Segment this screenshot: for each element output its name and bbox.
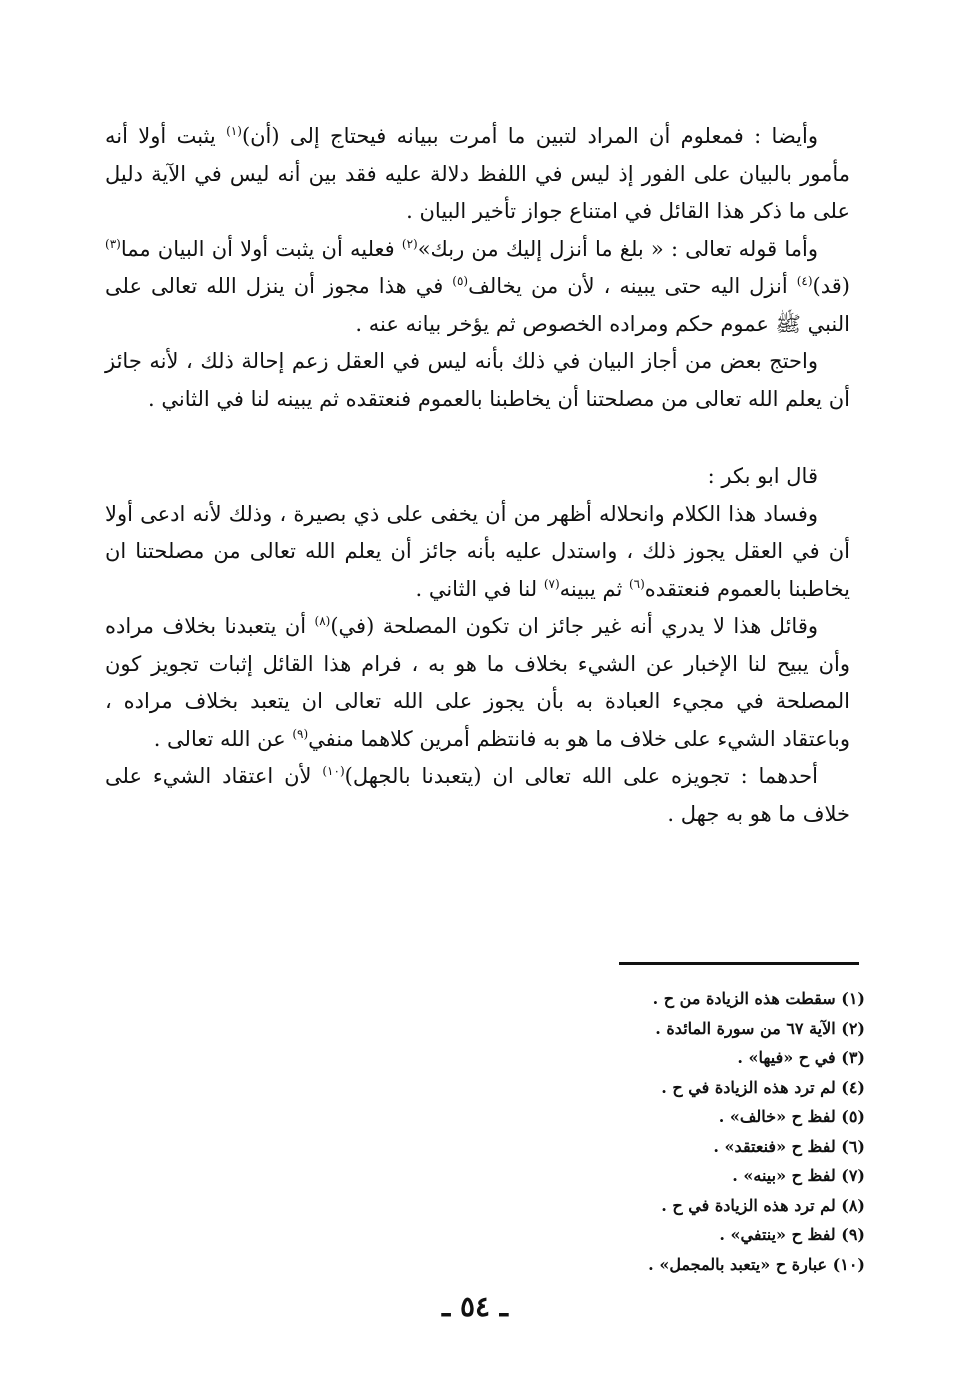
footnote-ref: (١) [226,124,242,138]
footnote-ref: (٦) [628,576,645,591]
footnote-2: (٢) الآية ٦٧ من سورة المائدة . [655,1018,865,1038]
footnote-3: (٣) في ح «فيها» . [737,1048,865,1067]
footnotes [560,984,865,1279]
footnote-ref: (٤) [796,274,813,288]
text-run: ثم يبينه [559,576,629,601]
paragraph-2 [105,231,850,344]
text-run: في هذا مجوز أن ينزل الله تعالى على النبي ﷺ عموم حكم ومراده الخصوص ثم يؤخر بيانه عنه . [105,274,850,336]
text-run: وأيضا : فمعلوم أن المراد لتبين ما أمرت ببيانه فيحتاج إلى (أن) [241,124,818,148]
footnote-7: (٧) لفظ ح «بينه» . [732,1166,865,1185]
main-text [105,118,850,833]
text-run: أنزل اليه حتى يبينه ، لأن من يخالف [468,274,797,298]
text-run: وأما قوله تعالى : « بلغ ما أنزل إليك من ربك» [417,236,818,261]
footnote-9: (٩) لفظ ح «ينتفي» . [719,1225,865,1244]
footnote-ref: (٨) [314,614,331,628]
text-run: وقائل هذا لا يدري أنه غير جائز ان تكون المصلحة (في) [330,614,818,638]
footnote-separator [619,962,859,965]
section-heading: قال ابو بكر : [707,464,818,488]
text-run: فعليه أن يثبت أولا أن البيان مما [120,236,402,261]
footnote-ref: (٢) [401,236,418,251]
footnote-ref: (١٠) [322,764,345,778]
text-run: لنا في الثاني . [415,576,544,601]
footnote-ref: (٥) [452,274,469,288]
text-run: لأن اعتقاد الشيء على خلاف ما هو به جهل . [105,764,850,826]
footnote-10: (١٠) عبارة ح «يتعبد بالمجمل» . [648,1254,865,1274]
page-number: ـ ٥٤ ـ [442,1290,508,1323]
paragraph-5 [105,608,850,758]
paragraph-3: واحتج بعض من أجاز البيان في ذلك بأنه ليس في العقل زعم إحالة ذلك ، لأنه جائز أن يعلم الله تعالى من مصلحتنا أن يخاطبنا بالعموم فنعتقده ثم يبينه لنا في الثاني . [105,349,850,411]
footnote-1: (١) سقطت هذه الزيادة من ح . [652,989,865,1008]
paragraph-6 [105,758,850,833]
paragraph-4 [105,496,850,609]
text-run: (قد) [812,274,850,298]
footnote-ref: (٣) [105,236,121,251]
text-run: يثبت أولا أنه مأمور بالبيان على الفور إذ ليس في اللفظ دلالة عليه فقد بين أنه ليس في الآية دليل على ما ذكر هذا القائل في امتناع جواز تأخير البيان . [105,124,850,223]
footnote-6: (٦) لفظ ح «فنعتقد» . [713,1136,865,1156]
text-run: وفساد هذا الكلام وانحلاله أظهر من أن يخفى على ذي بصيرة ، وذلك لأنه ادعى أولا أن في العقل يجوز ذلك ، واستدل عليه بأنه جائز أن يعلم الله تعالى من مصلحتنا ان يخاطبنا بالعموم فنعتقده [105,501,850,601]
paragraph-1 [105,118,850,231]
footnote-5: (٥) لفظ ح «خالف» . [718,1107,865,1126]
text-run: أحدهما : تجويزه على الله تعالى ان (يتعبدنا بالجهل) [344,764,818,788]
footnote-ref: (٧) [543,576,560,591]
text-run: أن يتعبدنا بخلاف مراده وأن يبيح لنا الإخبار عن الشيء بخلاف ما هو به ، فرام هذا القائل إثبات تجويز كون المصلحة في مجيء العبادة به بأن يجوز على الله تعالى ان يتعبد بخلاف مراده ، وباعتقاد الشيء على خلاف ما هو به فانتظم أمرين كلاهما منفي [105,614,850,751]
footnote-ref: (٩) [292,726,309,741]
text-run: عن الله تعالى . [153,726,293,751]
footnote-8: (٨) لم ترد هذه الزيادة في ح . [661,1195,865,1215]
footnote-4: (٤) لم ترد هذه الزيادة في ح . [661,1077,865,1097]
